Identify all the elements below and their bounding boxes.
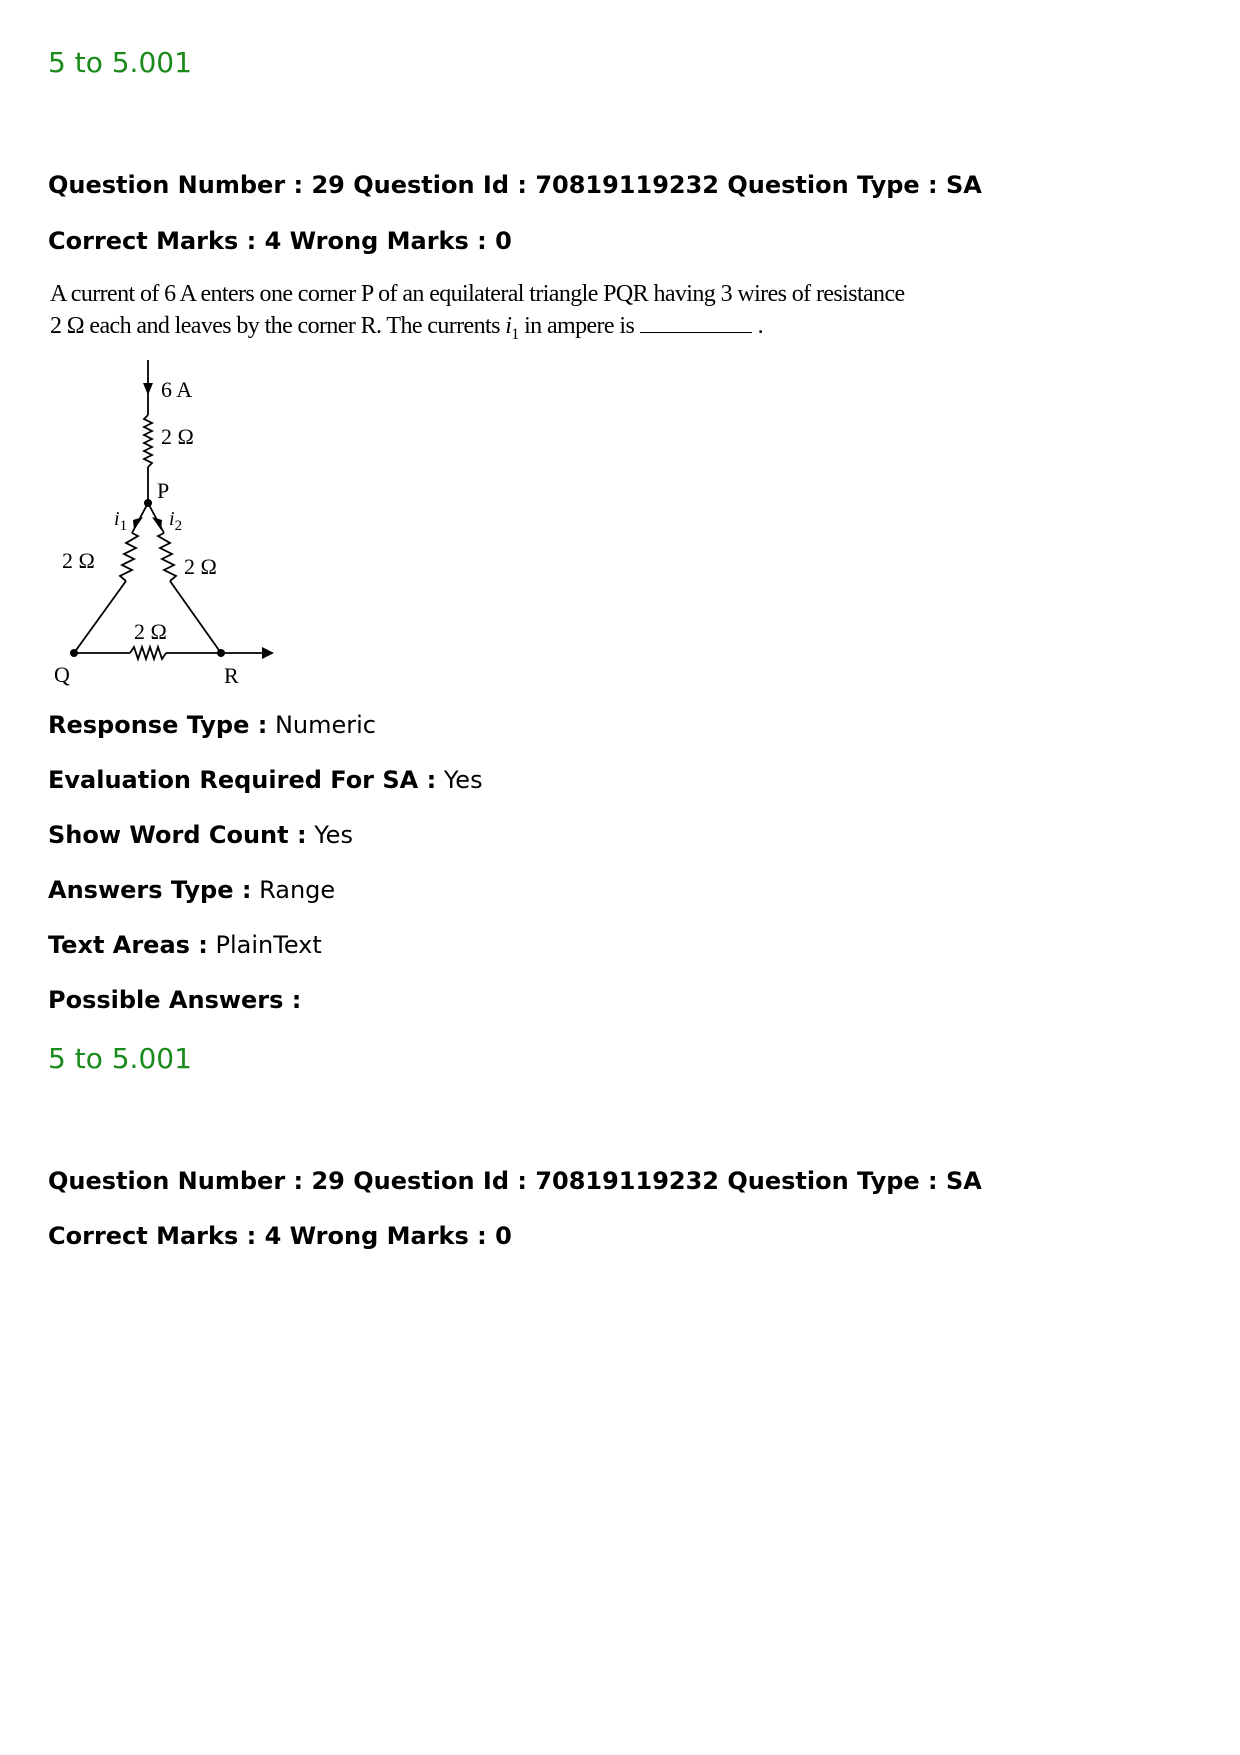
answers-type-value: Range: [259, 876, 336, 904]
question-text-line-2-part-b: in ampere is: [518, 313, 635, 339]
text-areas-label: Text Areas :: [48, 931, 208, 959]
circuit-diagram: [40, 355, 290, 695]
answers-type-label: Answers Type :: [48, 876, 252, 904]
right-resistor-symbol: [158, 533, 176, 581]
text-areas-value: PlainText: [215, 931, 322, 959]
response-type-label: Response Type :: [48, 711, 268, 739]
evaluation-value: Yes: [443, 766, 483, 794]
top-resistor-symbol: [144, 415, 152, 467]
right-wire-lower: [170, 581, 221, 653]
left-wire-lower: [74, 581, 126, 653]
possible-answers-field: [48, 986, 301, 1014]
outgoing-current-arrow: [262, 647, 274, 659]
evaluation-field: [48, 766, 483, 794]
question-text: [50, 278, 905, 351]
current-label: 6 A: [161, 377, 193, 402]
left-resistor-symbol: [120, 533, 138, 581]
answer-blank: [640, 332, 752, 333]
top-resistor-label: 2 Ω: [161, 424, 194, 449]
bottom-resistor-symbol: [130, 647, 166, 659]
next-question-marks: Correct Marks : 4 Wrong Marks : 0: [48, 1222, 512, 1250]
question-variable-subscript: 1: [511, 325, 519, 343]
i1-arrow: [133, 517, 143, 530]
i2-label: $i_2$: [169, 508, 183, 534]
node-r-dot: [217, 649, 225, 657]
right-wire-upper: [148, 503, 164, 533]
previous-possible-answer: 5 to 5.001: [48, 46, 192, 79]
node-r-label: R: [224, 663, 239, 688]
bottom-resistor-label: 2 Ω: [134, 619, 167, 644]
answers-type-field: [48, 876, 335, 904]
question-marks: Correct Marks : 4 Wrong Marks : 0: [48, 227, 512, 255]
node-q-dot: [70, 649, 78, 657]
response-type-value: Numeric: [274, 711, 376, 739]
next-question-header: Question Number : 29 Question Id : 70819119232 Question Type : SA: [48, 1167, 982, 1195]
node-p-label: P: [157, 478, 170, 503]
word-count-field: [48, 821, 353, 849]
evaluation-label: Evaluation Required For SA :: [48, 766, 437, 794]
question-text-line-2-end: .: [757, 313, 764, 339]
question-header: Question Number : 29 Question Id : 70819119232 Question Type : SA: [48, 171, 982, 199]
word-count-value: Yes: [314, 821, 353, 849]
word-count-label: Show Word Count :: [48, 821, 307, 849]
left-resistor-label: 2 Ω: [62, 548, 95, 573]
text-areas-field: [48, 931, 322, 959]
question-text-line-2: [50, 310, 905, 351]
question-text-line-1: A current of 6 A enters one corner P of an equilateral triangle PQR having 3 wires of resistance: [50, 281, 905, 307]
right-resistor-label: 2 Ω: [184, 554, 217, 579]
i2-arrow: [152, 517, 162, 530]
node-p-dot: [144, 499, 152, 507]
i1-label: $i_1$: [114, 508, 128, 534]
question-variable-i: i: [505, 313, 512, 339]
node-q-label: Q: [54, 662, 70, 687]
possible-answer: 5 to 5.001: [48, 1042, 192, 1075]
question-text-line-2-part-a: 2 Ω each and leaves by the corner R. The currents: [50, 313, 506, 339]
response-type-field: [48, 711, 376, 739]
possible-answers-label: Possible Answers :: [48, 986, 302, 1014]
incoming-current-arrow: [143, 383, 153, 395]
